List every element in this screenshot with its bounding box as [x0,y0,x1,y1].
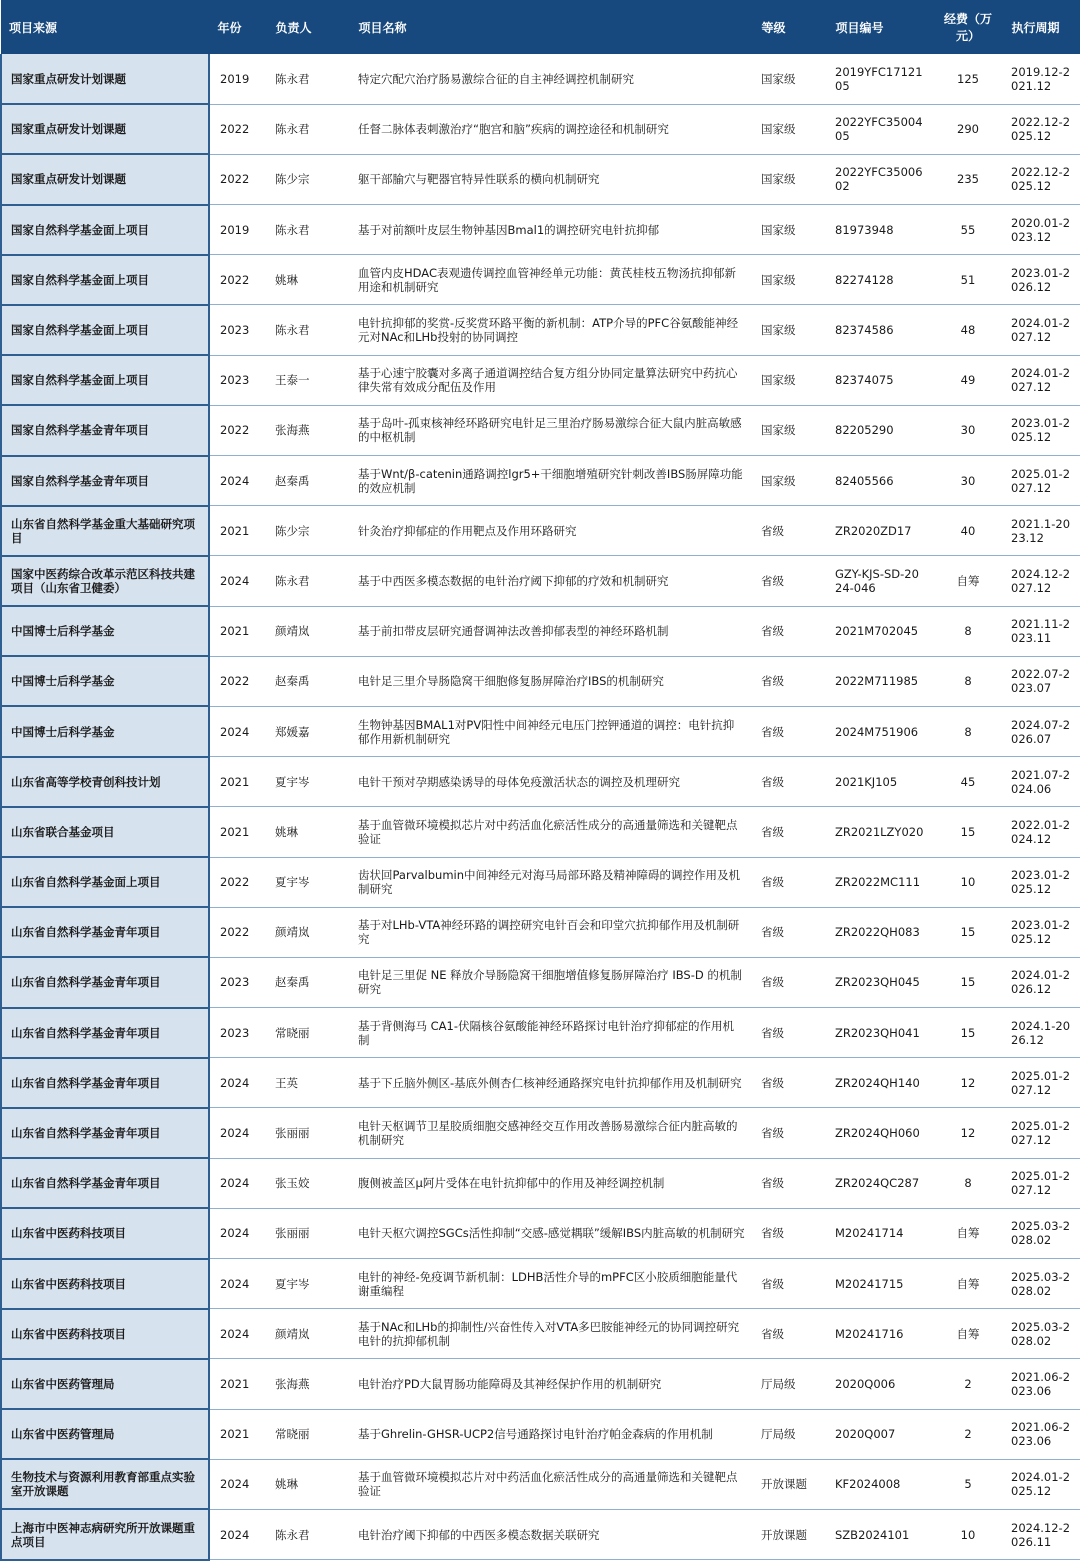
cell-period: 2025.03-2028.02 [1003,1309,1080,1359]
cell-leader: 赵秦禹 [267,957,350,1007]
cell-year: 2024 [209,1309,267,1359]
cell-source: 国家自然科学基金面上项目 [1,255,209,305]
cell-project-code: 82274128 [827,255,933,305]
cell-funding: 290 [933,104,1003,154]
cell-source: 山东省自然科学基金青年项目 [1,907,209,957]
cell-project-code: 2022M711985 [827,656,933,706]
cell-project-name: 基于背侧海马 CA1-伏隔核谷氨酸能神经环路探讨电针治疗抑郁症的作用机制 [350,1008,753,1058]
cell-funding: 8 [933,656,1003,706]
cell-leader: 夏宇岑 [267,757,350,807]
cell-year: 2024 [209,1459,267,1509]
cell-year: 2023 [209,1008,267,1058]
cell-funding: 自筹 [933,1208,1003,1258]
cell-period: 2024.12-2027.12 [1003,556,1080,606]
table-row [1,255,1080,305]
header-funding: 经费（万元） [933,0,1003,54]
cell-project-code: ZR2022MC111 [827,857,933,907]
cell-leader: 陈永君 [267,1509,350,1559]
cell-period: 2024.1-2026.12 [1003,1008,1080,1058]
cell-period: 2025.01-2027.12 [1003,1158,1080,1208]
cell-funding: 12 [933,1058,1003,1108]
cell-year: 2023 [209,957,267,1007]
cell-funding: 235 [933,154,1003,204]
cell-year: 2024 [209,1259,267,1309]
table-row [1,305,1080,355]
cell-level: 省级 [753,1108,827,1158]
cell-funding: 自筹 [933,1259,1003,1309]
cell-funding: 51 [933,255,1003,305]
cell-period: 2024.01-2027.12 [1003,355,1080,405]
cell-funding: 12 [933,1108,1003,1158]
cell-project-name: 基于Wnt/β-catenin通路调控lgr5+干细胞增殖研究针刺改善IBS肠屏障功能的效应机制 [350,456,753,506]
cell-source: 国家重点研发计划课题 [1,54,209,104]
cell-period: 2024.12-2026.11 [1003,1509,1080,1559]
table-body [1,54,1080,1560]
cell-level: 省级 [753,556,827,606]
cell-project-name: 电针足三里促 NE 释放介导肠隐窝干细胞增值修复肠屏障治疗 IBS-D 的机制研究 [350,957,753,1007]
cell-period: 2020.01-2023.12 [1003,205,1080,255]
cell-project-code: 2019YFC1712105 [827,54,933,104]
cell-funding: 48 [933,305,1003,355]
table-row [1,907,1080,957]
cell-year: 2021 [209,606,267,656]
cell-period: 2024.01-2027.12 [1003,305,1080,355]
table-row [1,1459,1080,1509]
cell-leader: 张丽丽 [267,1108,350,1158]
cell-project-name: 生物钟基因BMAL1对PV阳性中间神经元电压门控钾通道的调控：电针抗抑郁作用新机制研究 [350,706,753,756]
cell-project-code: ZR2020ZD17 [827,506,933,556]
cell-leader: 颜靖岚 [267,1309,350,1359]
table-row [1,405,1080,455]
cell-leader: 陈永君 [267,104,350,154]
cell-source: 山东省自然科学基金面上项目 [1,857,209,907]
cell-leader: 陈永君 [267,556,350,606]
table-row [1,54,1080,104]
table-row [1,556,1080,606]
table-row [1,757,1080,807]
cell-source: 山东省中医药科技项目 [1,1259,209,1309]
cell-source: 生物技术与资源利用教育部重点实验室开放课题 [1,1459,209,1509]
cell-period: 2021.06-2023.06 [1003,1359,1080,1409]
cell-project-name: 基于岛叶-孤束核神经环路研究电针足三里治疗肠易激综合征大鼠内脏高敏感的中枢机制 [350,405,753,455]
cell-source: 山东省自然科学基金青年项目 [1,1158,209,1208]
cell-funding: 30 [933,405,1003,455]
cell-project-code: M20241715 [827,1259,933,1309]
cell-project-name: 基于对前额叶皮层生物钟基因Bmal1的调控研究电针抗抑郁 [350,205,753,255]
cell-funding: 自筹 [933,1309,1003,1359]
cell-year: 2019 [209,54,267,104]
cell-leader: 颜靖岚 [267,606,350,656]
cell-leader: 姚琳 [267,1459,350,1509]
cell-project-code: M20241714 [827,1208,933,1258]
header-period: 执行周期 [1003,0,1080,54]
cell-period: 2025.03-2028.02 [1003,1208,1080,1258]
cell-project-name: 电针治疗PD大鼠胃肠功能障碍及其神经保护作用的机制研究 [350,1359,753,1409]
cell-level: 厅局级 [753,1409,827,1459]
cell-project-name: 电针治疗阈下抑郁的中西医多模态数据关联研究 [350,1509,753,1559]
table-row [1,1158,1080,1208]
cell-project-name: 血管内皮HDAC表观遗传调控血管神经单元功能：黄芪桂枝五物汤抗抑郁新用途和机制研究 [350,255,753,305]
cell-year: 2022 [209,907,267,957]
cell-year: 2022 [209,405,267,455]
cell-project-code: ZR2021LZY020 [827,807,933,857]
cell-project-code: 82374075 [827,355,933,405]
cell-project-code: 2024M751906 [827,706,933,756]
cell-project-code: 2021KJ105 [827,757,933,807]
cell-project-code: 2021M702045 [827,606,933,656]
cell-level: 省级 [753,506,827,556]
cell-year: 2024 [209,1058,267,1108]
cell-period: 2025.01-2027.12 [1003,1108,1080,1158]
cell-funding: 8 [933,706,1003,756]
cell-period: 2025.01-2027.12 [1003,456,1080,506]
cell-level: 省级 [753,1008,827,1058]
cell-level: 国家级 [753,355,827,405]
table-row [1,456,1080,506]
cell-year: 2024 [209,1158,267,1208]
cell-project-name: 电针抗抑郁的奖赏-反奖赏环路平衡的新机制：ATP介导的PFC谷氨酸能神经元对NAc和LHb投射的协同调控 [350,305,753,355]
cell-leader: 夏宇岑 [267,1259,350,1309]
cell-level: 国家级 [753,456,827,506]
table-row [1,1409,1080,1459]
cell-funding: 5 [933,1459,1003,1509]
cell-level: 省级 [753,807,827,857]
cell-source: 中国博士后科学基金 [1,656,209,706]
cell-project-name: 特定穴配穴治疗肠易激综合征的自主神经调控机制研究 [350,54,753,104]
cell-leader: 赵秦禹 [267,456,350,506]
cell-level: 省级 [753,706,827,756]
cell-period: 2025.01-2027.12 [1003,1058,1080,1108]
cell-level: 省级 [753,857,827,907]
cell-source: 国家自然科学基金青年项目 [1,405,209,455]
cell-leader: 王英 [267,1058,350,1108]
table-row [1,104,1080,154]
cell-project-code: ZR2024QH060 [827,1108,933,1158]
cell-source: 上海市中医神志病研究所开放课题重点项目 [1,1509,209,1559]
table-row [1,957,1080,1007]
cell-project-code: 82374586 [827,305,933,355]
cell-funding: 55 [933,205,1003,255]
cell-project-code: 2020Q006 [827,1359,933,1409]
cell-leader: 姚琳 [267,255,350,305]
cell-project-code: 2022YFC3500602 [827,154,933,204]
cell-year: 2022 [209,104,267,154]
cell-year: 2021 [209,1409,267,1459]
cell-period: 2023.01-2025.12 [1003,907,1080,957]
cell-source: 山东省中医药管理局 [1,1359,209,1409]
cell-year: 2021 [209,807,267,857]
cell-level: 省级 [753,1259,827,1309]
cell-year: 2024 [209,1108,267,1158]
cell-period: 2021.07-2024.06 [1003,757,1080,807]
cell-period: 2024.01-2026.12 [1003,957,1080,1007]
cell-year: 2024 [209,456,267,506]
cell-project-code: 82405566 [827,456,933,506]
table-row [1,1259,1080,1309]
cell-project-code: ZR2023QH041 [827,1008,933,1058]
cell-source: 中国博士后科学基金 [1,706,209,756]
cell-funding: 49 [933,355,1003,405]
cell-project-code: 2020Q007 [827,1409,933,1459]
cell-year: 2023 [209,355,267,405]
table-header [1,0,1080,54]
cell-period: 2024.01-2025.12 [1003,1459,1080,1509]
cell-project-name: 基于下丘脑外侧区-基底外侧杏仁核神经通路探究电针抗抑郁作用及机制研究 [350,1058,753,1108]
cell-funding: 15 [933,957,1003,1007]
cell-funding: 125 [933,54,1003,104]
cell-level: 省级 [753,757,827,807]
cell-level: 省级 [753,1158,827,1208]
cell-source: 国家自然科学基金青年项目 [1,456,209,506]
header-year: 年份 [209,0,267,54]
cell-leader: 赵秦禹 [267,656,350,706]
cell-level: 国家级 [753,305,827,355]
cell-period: 2021.11-2023.11 [1003,606,1080,656]
table-row [1,506,1080,556]
cell-funding: 30 [933,456,1003,506]
cell-project-name: 基于前扣带皮层研究通督调神法改善抑郁表型的神经环路机制 [350,606,753,656]
table-row [1,1309,1080,1359]
cell-funding: 40 [933,506,1003,556]
table-row [1,706,1080,756]
cell-project-code: KF2024008 [827,1459,933,1509]
cell-source: 山东省自然科学基金青年项目 [1,957,209,1007]
cell-year: 2022 [209,656,267,706]
cell-year: 2024 [209,1208,267,1258]
cell-year: 2024 [209,706,267,756]
cell-level: 国家级 [753,255,827,305]
cell-leader: 郑媛嘉 [267,706,350,756]
cell-source: 国家重点研发计划课题 [1,104,209,154]
cell-period: 2021.06-2023.06 [1003,1409,1080,1459]
cell-year: 2019 [209,205,267,255]
cell-funding: 15 [933,907,1003,957]
cell-project-name: 电针天枢调节卫星胶质细胞交感神经交互作用改善肠易激综合征内脏高敏的机制研究 [350,1108,753,1158]
table-row [1,355,1080,405]
cell-project-code: GZY-KJS-SD-2024-046 [827,556,933,606]
header-name: 项目名称 [350,0,753,54]
cell-funding: 8 [933,1158,1003,1208]
cell-leader: 张海燕 [267,405,350,455]
cell-project-name: 电针干预对孕期感染诱导的母体免疫激活状态的调控及机理研究 [350,757,753,807]
cell-project-name: 基于Ghrelin-GHSR-UCP2信号通路探讨电针治疗帕金森病的作用机制 [350,1409,753,1459]
table-row [1,606,1080,656]
cell-source: 山东省自然科学基金青年项目 [1,1108,209,1158]
cell-project-name: 基于心速宁胶囊对多离子通道调控结合复方组分协同定量算法研究中药抗心律失常有效成分配伍及作用 [350,355,753,405]
cell-source: 山东省中医药管理局 [1,1409,209,1459]
cell-level: 国家级 [753,205,827,255]
cell-project-code: M20241716 [827,1309,933,1359]
cell-year: 2021 [209,1359,267,1409]
cell-source: 山东省中医药科技项目 [1,1208,209,1258]
cell-period: 2025.03-2028.02 [1003,1259,1080,1309]
cell-project-code: 81973948 [827,205,933,255]
cell-source: 山东省联合基金项目 [1,807,209,857]
cell-leader: 陈永君 [267,305,350,355]
cell-source: 国家中医药综合改革示范区科技共建项目（山东省卫健委） [1,556,209,606]
cell-year: 2022 [209,255,267,305]
cell-year: 2021 [209,757,267,807]
cell-funding: 15 [933,807,1003,857]
cell-level: 省级 [753,957,827,1007]
cell-level: 省级 [753,907,827,957]
cell-leader: 常晓丽 [267,1409,350,1459]
cell-source: 山东省中医药科技项目 [1,1309,209,1359]
cell-project-name: 躯干部腧穴与靶器官特异性联系的横向机制研究 [350,154,753,204]
cell-source: 山东省自然科学基金青年项目 [1,1008,209,1058]
cell-period: 2023.01-2025.12 [1003,405,1080,455]
cell-period: 2024.07-2026.07 [1003,706,1080,756]
cell-year: 2021 [209,506,267,556]
cell-level: 省级 [753,656,827,706]
cell-level: 国家级 [753,54,827,104]
cell-level: 省级 [753,1208,827,1258]
cell-funding: 自筹 [933,556,1003,606]
cell-period: 2021.1-2023.12 [1003,506,1080,556]
cell-funding: 45 [933,757,1003,807]
cell-leader: 颜靖岚 [267,907,350,957]
cell-project-code: 82205290 [827,405,933,455]
cell-year: 2023 [209,305,267,355]
header-source: 项目来源 [1,0,209,54]
cell-year: 2024 [209,1509,267,1559]
cell-leader: 陈少宗 [267,154,350,204]
cell-project-code: SZB2024101 [827,1509,933,1559]
cell-project-name: 电针足三里介导肠隐窝干细胞修复肠屏障治疗IBS的机制研究 [350,656,753,706]
table-row [1,1108,1080,1158]
cell-level: 国家级 [753,154,827,204]
cell-source: 国家重点研发计划课题 [1,154,209,204]
cell-project-name: 电针的神经-免疫调节新机制：LDHB活性介导的mPFC区小胶质细胞能量代谢重编程 [350,1259,753,1309]
cell-source: 山东省自然科学基金青年项目 [1,1058,209,1108]
cell-project-name: 腹侧被盖区μ阿片受体在电针抗抑郁中的作用及神经调控机制 [350,1158,753,1208]
table-row [1,807,1080,857]
cell-year: 2022 [209,857,267,907]
table-row [1,1359,1080,1409]
cell-project-name: 基于对LHb-VTA神经环路的调控研究电针百会和印堂穴抗抑郁作用及机制研究 [350,907,753,957]
table-row [1,1208,1080,1258]
cell-funding: 8 [933,606,1003,656]
cell-source: 中国博士后科学基金 [1,606,209,656]
table-row [1,1509,1080,1559]
cell-source: 国家自然科学基金面上项目 [1,205,209,255]
cell-leader: 张玉姣 [267,1158,350,1208]
cell-source: 国家自然科学基金面上项目 [1,355,209,405]
cell-year: 2024 [209,556,267,606]
header-row [1,0,1080,54]
cell-level: 省级 [753,606,827,656]
cell-level: 国家级 [753,405,827,455]
cell-period: 2022.07-2023.07 [1003,656,1080,706]
cell-leader: 陈永君 [267,54,350,104]
cell-project-name: 基于中西医多模态数据的电针治疗阈下抑郁的疗效和机制研究 [350,556,753,606]
cell-period: 2022.12-2025.12 [1003,104,1080,154]
cell-project-name: 针灸治疗抑郁症的作用靶点及作用环路研究 [350,506,753,556]
cell-project-code: ZR2024QH140 [827,1058,933,1108]
cell-funding: 15 [933,1008,1003,1058]
cell-level: 省级 [753,1058,827,1108]
cell-project-name: 基于血管微环境模拟芯片对中药活血化瘀活性成分的高通量筛选和关键靶点验证 [350,807,753,857]
cell-project-code: 2022YFC3500405 [827,104,933,154]
cell-period: 2022.01-2024.12 [1003,807,1080,857]
cell-level: 开放课题 [753,1459,827,1509]
table-row [1,656,1080,706]
cell-leader: 夏宇岑 [267,857,350,907]
cell-funding: 2 [933,1359,1003,1409]
table-row [1,205,1080,255]
cell-level: 省级 [753,1309,827,1359]
table-row [1,1008,1080,1058]
cell-leader: 陈少宗 [267,506,350,556]
cell-project-name: 任督二脉体表刺激治疗“胞宫和脑”疾病的调控途径和机制研究 [350,104,753,154]
cell-source: 山东省高等学校青创科技计划 [1,757,209,807]
cell-leader: 张丽丽 [267,1208,350,1258]
cell-funding: 10 [933,1509,1003,1559]
cell-source: 山东省自然科学基金重大基础研究项目 [1,506,209,556]
cell-leader: 王泰一 [267,355,350,405]
table-row [1,154,1080,204]
cell-project-name: 基于血管微环境模拟芯片对中药活血化瘀活性成分的高通量筛选和关键靶点验证 [350,1459,753,1509]
cell-project-code: ZR2022QH083 [827,907,933,957]
cell-project-name: 基于NAc和LHb的抑制性/兴奋性传入对VTA多巴胺能神经元的协同调控研究电针的抗抑郁机制 [350,1309,753,1359]
cell-funding: 10 [933,857,1003,907]
cell-period: 2023.01-2026.12 [1003,255,1080,305]
cell-leader: 张海燕 [267,1359,350,1409]
cell-level: 国家级 [753,104,827,154]
cell-year: 2022 [209,154,267,204]
cell-level: 厅局级 [753,1359,827,1409]
cell-project-name: 电针天枢穴调控SGCs活性抑制“交感-感觉耦联”缓解IBS内脏高敏的机制研究 [350,1208,753,1258]
cell-leader: 常晓丽 [267,1008,350,1058]
cell-level: 开放课题 [753,1509,827,1559]
cell-period: 2023.01-2025.12 [1003,857,1080,907]
table-row [1,857,1080,907]
cell-project-code: ZR2023QH045 [827,957,933,1007]
header-level: 等级 [753,0,827,54]
header-code: 项目编号 [827,0,933,54]
cell-period: 2019.12-2021.12 [1003,54,1080,104]
cell-leader: 陈永君 [267,205,350,255]
cell-period: 2022.12-2025.12 [1003,154,1080,204]
header-leader: 负责人 [267,0,350,54]
cell-leader: 姚琳 [267,807,350,857]
cell-source: 国家自然科学基金面上项目 [1,305,209,355]
cell-project-name: 齿状回Parvalbumin中间神经元对海马局部环路及精神障碍的调控作用及机制研究 [350,857,753,907]
cell-funding: 2 [933,1409,1003,1459]
table-row [1,1058,1080,1108]
cell-project-code: ZR2024QC287 [827,1158,933,1208]
